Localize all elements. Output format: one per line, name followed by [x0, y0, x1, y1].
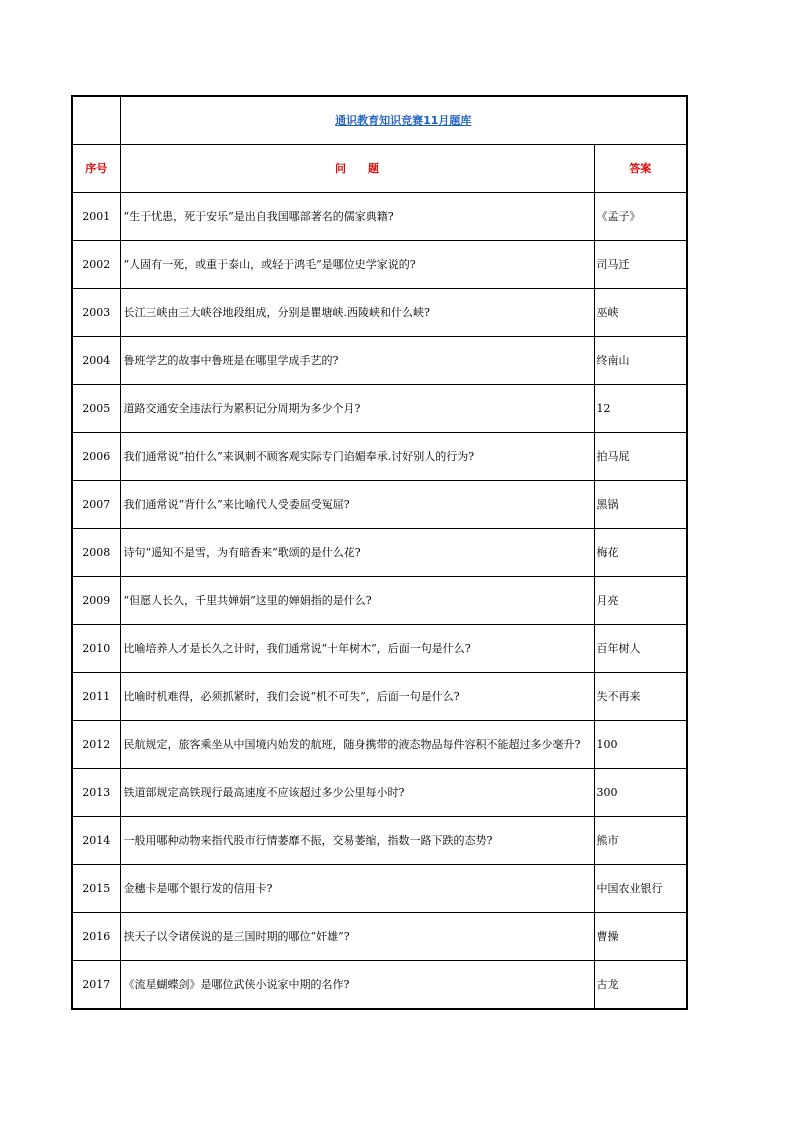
table-row [72, 193, 687, 241]
row-number: 2014 [72, 817, 120, 865]
row-answer: 12 [594, 385, 687, 433]
row-answer: 终南山 [594, 337, 687, 385]
table-row [72, 625, 687, 673]
table-row [72, 817, 687, 865]
row-question: 铁道部规定高铁现行最高速度不应该超过多少公里每小时? [120, 769, 594, 817]
row-number: 2001 [72, 193, 120, 241]
quiz-table [71, 95, 688, 1010]
table-row [72, 721, 687, 769]
row-question: 一般用哪种动物来指代股市行情萎靡不振，交易萎缩，指数一路下跌的态势? [120, 817, 594, 865]
row-number: 2004 [72, 337, 120, 385]
row-answer: 中国农业银行 [594, 865, 687, 913]
row-question: 比喻时机难得，必须抓紧时，我们会说“机不可失”，后面一句是什么? [120, 673, 594, 721]
row-answer: 月亮 [594, 577, 687, 625]
row-question: “生于忧患，死于安乐”是出自我国哪部著名的儒家典籍? [120, 193, 594, 241]
table-row [72, 481, 687, 529]
row-question: 诗句“遥知不是雪，为有暗香来”歌颂的是什么花? [120, 529, 594, 577]
row-number: 2003 [72, 289, 120, 337]
page-title: 通识教育知识竞赛11月题库 [120, 96, 687, 145]
table-row [72, 289, 687, 337]
row-number: 2012 [72, 721, 120, 769]
row-question: 道路交通安全违法行为累积记分周期为多少个月? [120, 385, 594, 433]
row-answer: 《孟子》 [594, 193, 687, 241]
row-number: 2010 [72, 625, 120, 673]
row-question: 我们通常说“拍什么”来讽刺不顾客观实际专门谄媚奉承.讨好别人的行为? [120, 433, 594, 481]
row-question: 我们通常说“背什么”来比喻代人受委屈受冤屈? [120, 481, 594, 529]
row-number: 2008 [72, 529, 120, 577]
row-answer: 司马迁 [594, 241, 687, 289]
table-row [72, 529, 687, 577]
table-row [72, 577, 687, 625]
header-number: 序号 [72, 145, 120, 193]
row-question: 鲁班学艺的故事中鲁班是在哪里学成手艺的? [120, 337, 594, 385]
row-number: 2007 [72, 481, 120, 529]
table-row [72, 961, 687, 1010]
title-corner-cell [72, 96, 120, 145]
header-answer: 答案 [594, 145, 687, 193]
row-question: 金穗卡是哪个银行发的信用卡? [120, 865, 594, 913]
row-answer: 曹操 [594, 913, 687, 961]
header-question: 问 题 [120, 145, 594, 193]
row-number: 2009 [72, 577, 120, 625]
row-answer: 巫峡 [594, 289, 687, 337]
row-answer: 熊市 [594, 817, 687, 865]
row-answer: 300 [594, 769, 687, 817]
header-row [72, 145, 687, 193]
row-answer: 黑锅 [594, 481, 687, 529]
row-question: 《流星蝴蝶剑》是哪位武侠小说家中期的名作? [120, 961, 594, 1010]
row-answer: 古龙 [594, 961, 687, 1010]
row-number: 2017 [72, 961, 120, 1010]
row-question: 民航规定，旅客乘坐从中国境内始发的航班，随身携带的液态物品每件容积不能超过多少毫升? [120, 721, 594, 769]
table-row [72, 769, 687, 817]
row-number: 2011 [72, 673, 120, 721]
row-number: 2015 [72, 865, 120, 913]
table-row [72, 865, 687, 913]
title-row [72, 96, 687, 145]
row-answer: 100 [594, 721, 687, 769]
row-number: 2016 [72, 913, 120, 961]
row-question: “但愿人长久，千里共婵娟”这里的婵娟指的是什么? [120, 577, 594, 625]
row-answer: 百年树人 [594, 625, 687, 673]
row-answer: 拍马屁 [594, 433, 687, 481]
table-row [72, 241, 687, 289]
row-question: 挟天子以令诸侯说的是三国时期的哪位“奸雄”? [120, 913, 594, 961]
row-answer: 失不再来 [594, 673, 687, 721]
row-question: “人固有一死，或重于泰山，或轻于鸿毛”是哪位史学家说的? [120, 241, 594, 289]
table-row [72, 673, 687, 721]
row-number: 2006 [72, 433, 120, 481]
row-question: 比喻培养人才是长久之计时，我们通常说“十年树木”，后面一句是什么? [120, 625, 594, 673]
row-number: 2002 [72, 241, 120, 289]
row-number: 2013 [72, 769, 120, 817]
row-number: 2005 [72, 385, 120, 433]
table-row [72, 913, 687, 961]
table-row [72, 385, 687, 433]
row-answer: 梅花 [594, 529, 687, 577]
table-row [72, 433, 687, 481]
table-row [72, 337, 687, 385]
row-question: 长江三峡由三大峡谷地段组成，分别是瞿塘峡.西陵峡和什么峡? [120, 289, 594, 337]
